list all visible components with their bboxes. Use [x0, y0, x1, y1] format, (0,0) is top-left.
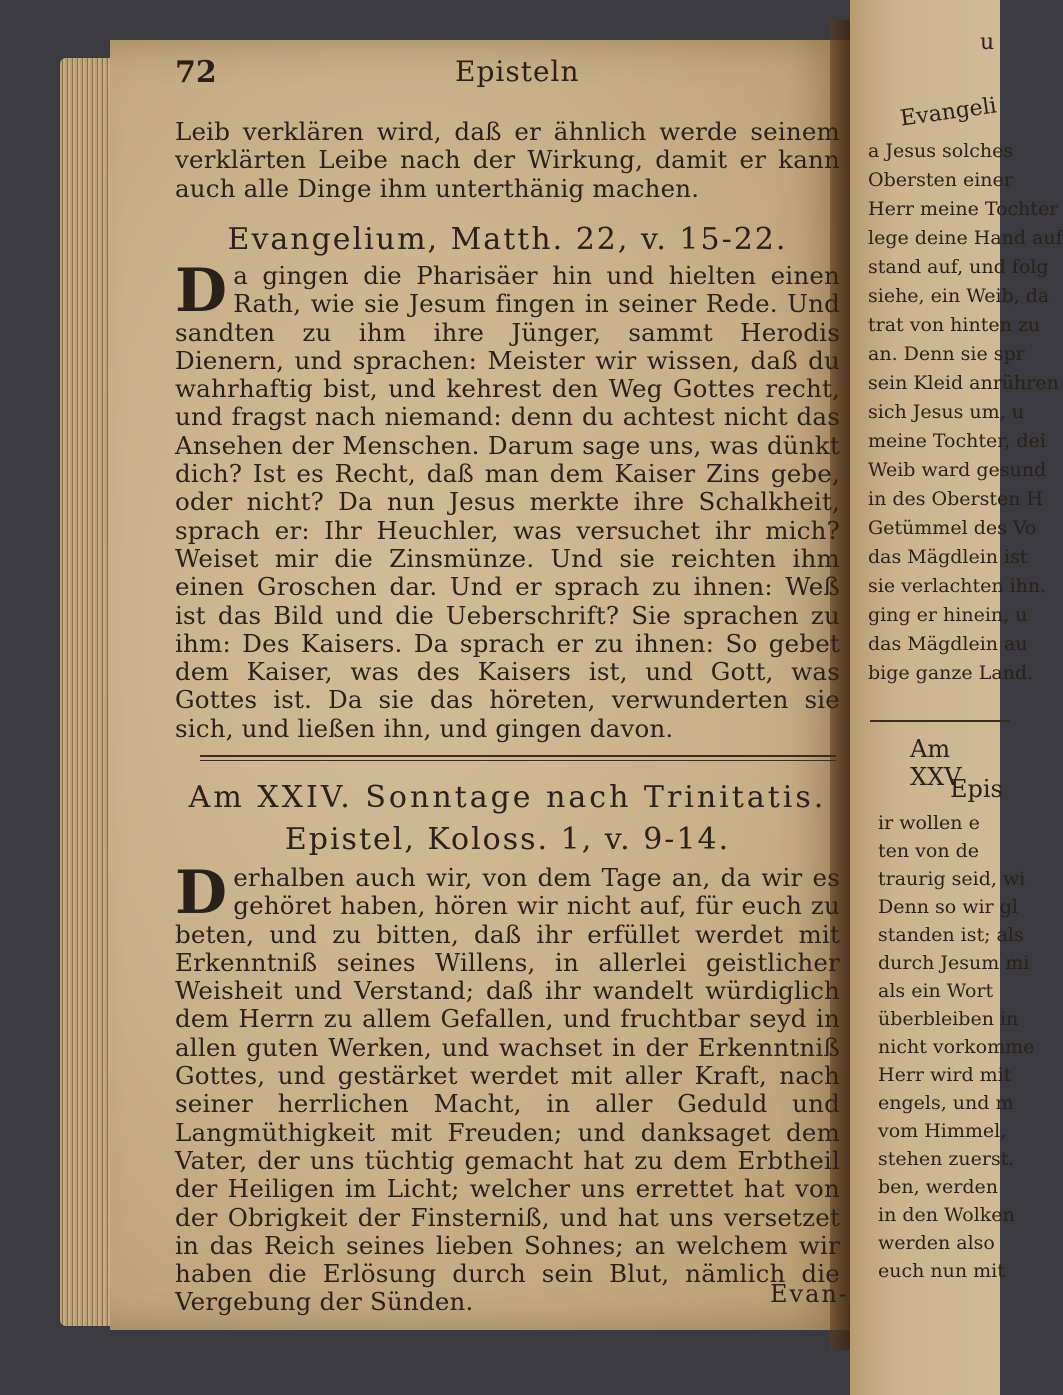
right-page-line: traurig seid, wi: [878, 868, 1026, 890]
right-page-line: in des Obersten H: [868, 488, 1044, 510]
right-page: [850, 0, 1063, 1395]
paragraph-text: Leib verklären wird, daß er ähnlich werde seinem verklärten Leibe nach der Wirkung, damit er kann auch alle Dinge ihm unterthänig machen.: [175, 117, 840, 203]
right-page-line: nicht vorkomme: [878, 1036, 1035, 1058]
right-page-line: in den Wolken: [878, 1204, 1015, 1226]
paragraph-text: a gingen die Pharisäer hin und hielten einen Rath, wie sie Jesum fingen in seiner Rede. Und sandten zu ihm ihre Jünger, sammt Herodis Dienern, und sprachen: Meister wir wissen, daß du wahrhaftig bist, und kehrest den Weg Gottes recht, und fragst nach niemand: denn du achtest nicht das Ansehen der Menschen. Darum sage uns, was dünkt dich? Ist es Recht, daß man dem Kaiser Zins gebe, oder nicht? Da nun Jesus merkte ihre Schalkheit, sprach er: Ihr Heuchler, was versuchet ihr mich? Weiset mir die Zinsmünze. Und sie reichten ihm einen Groschen dar. Und er sprach zu ihnen: Weß ist das Bild und die Ueberschrift? Sie sprachen zu ihm: Des Kaisers. Da sprach er zu ihnen: So gebet dem Kaiser, was des Kaisers ist, und Gott, was Gottes ist. Da sie das höreten, verwunderten sie sich, und ließen ihn, und gingen davon.: [175, 261, 840, 743]
right-page-line: engels, und m: [878, 1092, 1014, 1114]
right-page-line: a Jesus solches: [868, 140, 1014, 162]
right-page-line: bige ganze Land.: [868, 662, 1034, 684]
right-page-line: ir wollen e: [878, 812, 980, 834]
right-page-line: Obersten einer: [868, 169, 1013, 191]
right-page-line: meine Tochter, dei: [868, 430, 1046, 452]
right-page-line: Weib ward gesund: [868, 459, 1047, 481]
right-page-line: sie verlachten ihn.: [868, 575, 1047, 597]
epistle-heading: [175, 822, 840, 857]
right-page-line: lege deine Hand auf: [868, 227, 1063, 249]
catchword: Evan-: [770, 1280, 849, 1308]
right-page-line: siehe, ein Weib, da: [868, 285, 1050, 307]
running-head: Episteln: [455, 55, 580, 88]
right-page-line: überbleiben in: [878, 1008, 1019, 1030]
right-page-line: vom Himmel,: [878, 1120, 1007, 1142]
paragraph-continuation: [175, 118, 840, 203]
right-page-line: ten von de: [878, 840, 980, 862]
right-page-line: durch Jesum mi: [878, 952, 1030, 974]
right-page-line: als ein Wort: [878, 980, 994, 1002]
right-page-line: sein Kleid anrühren: [868, 372, 1059, 394]
right-page-line: standen ist; als: [878, 924, 1024, 946]
right-page-line: ging er hinein, u: [868, 604, 1028, 626]
drop-cap: D: [175, 858, 228, 928]
heading-text: Am XXIV. Sonntage nach Trinitatis.: [188, 780, 827, 815]
right-page-section-subheading: Epis: [950, 775, 1003, 803]
right-page-line: Herr meine Tochter: [868, 198, 1059, 220]
right-page-heading-fragment: Evangeli: [898, 93, 999, 132]
right-page-line: trat von hinten zu: [868, 314, 1041, 336]
right-page-line: an. Denn sie spr: [868, 343, 1025, 365]
right-page-line: sich Jesus um, u: [868, 401, 1024, 423]
right-page-line: ben, werden: [878, 1176, 998, 1198]
right-page-line: stehen zuerst.: [878, 1148, 1015, 1170]
page-header: [175, 55, 825, 99]
right-page-rule: [870, 720, 1010, 722]
right-page-number-fragment: u: [980, 30, 995, 55]
right-page-line: Denn so wir gl: [878, 896, 1018, 918]
page-number: 72: [175, 55, 217, 90]
sunday-heading: [175, 780, 840, 815]
heading-text: Evangelium, Matth. 22, v. 15-22.: [227, 222, 788, 257]
paragraph-gospel: [175, 256, 840, 743]
section-divider: [200, 755, 836, 761]
drop-cap: D: [175, 256, 228, 326]
right-page-section-heading: Am XXV: [910, 735, 962, 791]
right-page-line: werden also: [878, 1232, 995, 1254]
section-heading-evangelium: [175, 222, 840, 257]
paragraph-text: erhalben auch wir, von dem Tage an, da wir es gehöret haben, hören wir nicht auf, für euch zu beten, und zu bitten, daß ihr erfüllet werdet mit Erkenntniß seines Willens, in allerlei geistlicher Weisheit und Verstand; daß ihr wandelt würdiglich dem Herrn zu allem Gefallen, und fruchtbar seyd in allen guten Werken, und wachset in der Erkenntniß Gottes, und gestärket werdet mit aller Kraft, nach seiner herrlichen Macht, in aller Geduld und Langmüthigkeit mit Freuden; und danksaget dem Vater, der uns tüchtig gemacht hat zu dem Erbtheil der Heiligen im Licht; welcher uns errettet hat von der Obrigkeit der Finsterniß, und hat uns versetzet in das Reich seines lieben Sohnes; an welchem wir haben die Erlösung durch sein Blut, nämlich die Vergebung der Sünden.: [175, 863, 840, 1317]
right-page-line: das Mägdlein au: [868, 633, 1028, 655]
right-page-line: Getümmel des Vo: [868, 517, 1037, 539]
paragraph-epistle: [175, 858, 840, 1317]
right-page-line: Herr wird mit: [878, 1064, 1012, 1086]
right-page-line: euch nun mit: [878, 1260, 1005, 1282]
right-page-line: stand auf, und folg: [868, 256, 1049, 278]
heading-text: Epistel, Koloss. 1, v. 9-14.: [284, 822, 731, 857]
right-page-line: das Mägdlein ist: [868, 546, 1028, 568]
